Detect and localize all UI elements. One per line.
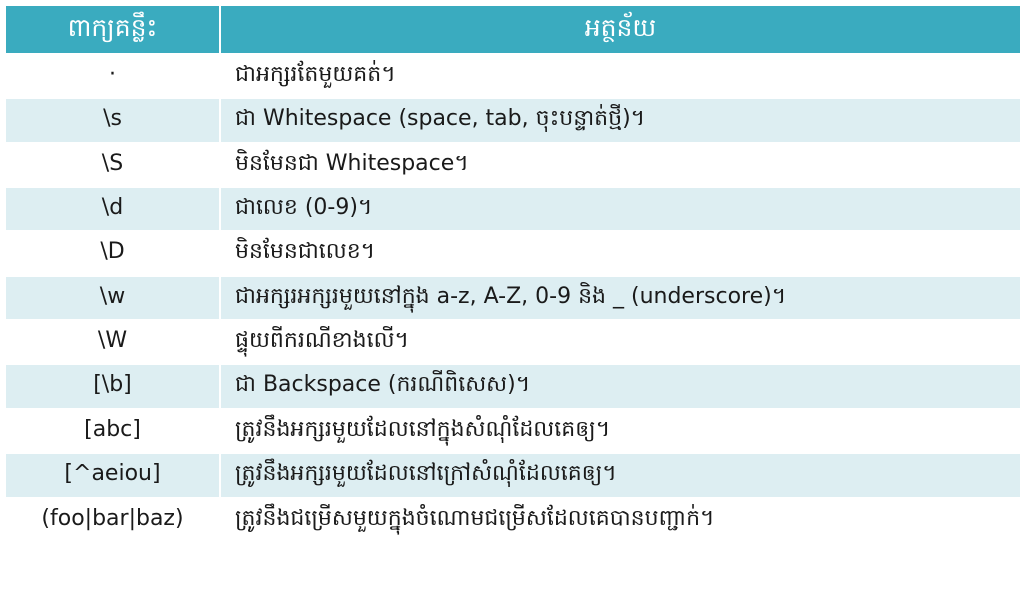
column-header-meaning: អត្ថន័យ — [220, 5, 1021, 54]
table-row — [5, 498, 1021, 542]
table-header-row — [5, 5, 1021, 54]
cell-pattern: \w — [5, 276, 220, 320]
table-row — [5, 364, 1021, 408]
cell-meaning: ជា Backspace (ករណីពិសេស)។ — [220, 364, 1021, 408]
table-row — [5, 453, 1021, 497]
cell-pattern: · — [5, 54, 220, 98]
cell-pattern: [\b] — [5, 364, 220, 408]
regex-reference-table — [4, 4, 1022, 543]
table-row — [5, 409, 1021, 453]
cell-pattern: \W — [5, 320, 220, 364]
table-header — [5, 5, 1021, 54]
column-header-pattern: ពាក្យគន្លឹះ — [5, 5, 220, 54]
cell-meaning: មិនមែនជាលេខ។ — [220, 231, 1021, 275]
cell-pattern: \S — [5, 143, 220, 187]
cell-meaning: ជា Whitespace (space, tab, ចុះបន្ទាត់ថ្មី)។ — [220, 98, 1021, 142]
cell-pattern: (foo|bar|baz) — [5, 498, 220, 542]
cell-meaning: ត្រូវនឹងជម្រើសមួយក្នុងចំណោមជម្រើសដែលគេបានបញ្ជាក់។ — [220, 498, 1021, 542]
cell-meaning: ត្រូវនឹងអក្សរមួយដែលនៅក្រៅសំណុំដែលគេឲ្យ។ — [220, 453, 1021, 497]
table-body — [5, 54, 1021, 542]
table-row — [5, 98, 1021, 142]
table-row — [5, 231, 1021, 275]
cell-pattern: [^aeiou] — [5, 453, 220, 497]
cell-meaning: ផ្ទុយពីករណីខាងលើ។ — [220, 320, 1021, 364]
table-row — [5, 187, 1021, 231]
cell-meaning: ត្រូវនឹងអក្សរមួយដែលនៅក្នុងសំណុំដែលគេឲ្យ។ — [220, 409, 1021, 453]
table-row — [5, 276, 1021, 320]
cell-meaning: ជាអក្សរអក្សរមួយនៅក្នុង a-z, A-Z, 0-9 និង _ (underscore)។ — [220, 276, 1021, 320]
table-row — [5, 143, 1021, 187]
cell-pattern: [abc] — [5, 409, 220, 453]
cell-meaning: ជាអក្សរតែមួយគត់។ — [220, 54, 1021, 98]
table-row — [5, 320, 1021, 364]
cell-pattern: \d — [5, 187, 220, 231]
cell-pattern: \D — [5, 231, 220, 275]
cell-pattern: \s — [5, 98, 220, 142]
cell-meaning: ជាលេខ (0-9)។ — [220, 187, 1021, 231]
cell-meaning: មិនមែនជា Whitespace។ — [220, 143, 1021, 187]
table-row — [5, 54, 1021, 98]
